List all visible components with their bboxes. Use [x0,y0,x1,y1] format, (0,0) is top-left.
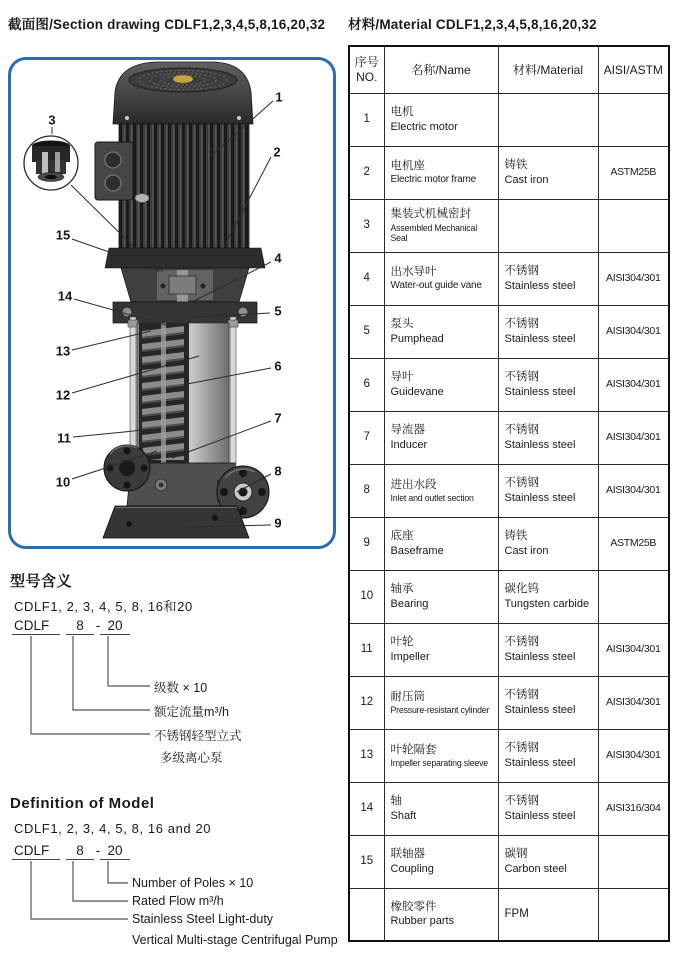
cell-text: AISI304/301 [606,377,661,390]
cell-text: 1 [363,113,370,126]
table-cell [498,199,598,252]
model-label-stages-zh: 级数 × 10 [154,681,208,695]
table-cell [384,199,498,252]
table-cell [498,623,598,676]
table-row [349,358,669,411]
model-code-flow: 8 [66,843,94,860]
cell-text: FPM [504,908,529,921]
model-code-prefix: CDLF [12,843,60,860]
cell-text: Stainless steel [504,491,576,504]
cell-text: 叶轮 [390,636,414,649]
cell-text: 泵头 [390,318,414,331]
table-cell [498,676,598,729]
callout-5: 5 [274,303,282,319]
cell-text: Stainless steel [504,385,576,398]
model-label-poles-en: Number of Poles × 10 [132,876,254,890]
cell-text: ASTM25B [610,165,657,178]
table-row [349,623,669,676]
cell-text: Impeller [390,650,430,663]
table-cell [598,358,669,411]
model-meaning-zh-title: 型号含义 [10,573,73,590]
cell-text: Pumphead [390,332,444,345]
cell-text: Water-out guide vane [390,280,482,292]
cell-text: 碳化钨 [504,583,539,596]
cell-text: 橡胶零件 [390,900,437,913]
cell-text: Stainless steel [504,332,576,345]
cell-text: 底座 [390,530,414,543]
callout-1: 1 [275,89,283,105]
cell-text: AISI304/301 [606,271,661,284]
table-header-row [349,46,669,93]
table-cell [349,464,384,517]
table-cell [384,888,498,941]
material-table-body [349,93,669,941]
table-cell [349,146,384,199]
callout-layer [11,60,333,546]
table-cell [498,782,598,835]
callout-11: 11 [57,430,71,446]
col-header-no-zh: 序号 [354,54,379,69]
table-cell [349,517,384,570]
table-row [349,570,669,623]
table-cell [498,411,598,464]
table-row [349,782,669,835]
table-row [349,676,669,729]
table-cell [498,517,598,570]
table-cell [598,623,669,676]
material-table-title: 材料/Material CDLF1,2,3,4,5,8,16,20,32 [348,17,597,32]
table-cell [598,729,669,782]
table-cell [498,464,598,517]
model-label-series-en-1: Stainless Steel Light-duty [132,912,274,926]
cell-text: 不锈钢 [504,636,539,649]
cell-text: Cast iron [504,544,549,557]
model-meaning-en-title: Definition of Model [10,795,155,812]
col-header-material: 材料/Material [498,46,598,93]
cell-text: 12 [360,696,374,709]
table-cell [384,93,498,146]
table-cell [349,358,384,411]
cell-text: Inlet and outlet section [390,492,474,503]
table-cell [498,252,598,305]
cell-text: Stainless steel [504,703,576,716]
cell-text: 5 [363,325,370,338]
cell-text: Shaft [390,809,417,822]
callout-9: 9 [274,515,282,531]
cell-text: 3 [363,219,370,232]
model-code-stages: 20 [100,618,130,635]
model-code-dash: - [95,618,101,633]
cell-text: AISI304/301 [606,748,661,761]
cell-text: 2 [363,166,370,179]
cell-text: 不锈钢 [504,318,539,331]
cell-text: AISI304/301 [606,324,661,337]
table-cell [598,676,669,729]
cell-text: Carbon steel [504,862,567,875]
callout-12: 12 [55,387,71,403]
cell-text: Electric motor [390,120,458,133]
table-cell [598,782,669,835]
cell-text: Assembled Mechanical Seal [390,222,477,244]
table-row [349,252,669,305]
model-label-series-zh-1: 不锈钢轻型立式 [154,729,242,743]
model-label-flow-zh: 额定流量m³/h [154,705,230,719]
table-cell [384,252,498,305]
table-cell [498,93,598,146]
cell-text: 不锈钢 [504,424,539,437]
callout-10: 10 [55,474,71,490]
cell-text: 电机座 [390,159,425,172]
cell-text: 铸铁 [504,530,528,543]
cell-text: 联轴器 [390,848,425,861]
cell-text: Baseframe [390,544,444,557]
cell-text: Coupling [390,862,434,875]
callout-14: 14 [57,288,73,304]
col-header-standard: AISI/ASTM [598,46,669,93]
cell-text: 进出水段 [390,478,437,491]
table-cell [384,570,498,623]
table-cell [349,93,384,146]
cell-text: 不锈钢 [504,742,539,755]
cell-text: Bearing [390,597,429,610]
model-code-flow: 8 [66,618,94,635]
cell-text: 叶轮隔套 [390,743,437,756]
cell-text: AISI304/301 [606,483,661,496]
table-row [349,411,669,464]
model-series-en: CDLF1, 2, 3, 4, 5, 8, 16 and 20 [14,821,212,836]
table-cell [349,676,384,729]
cell-text: Stainless steel [504,809,576,822]
cell-text: 集装式机械密封 [390,208,471,221]
model-meaning-zh [10,570,345,780]
table-cell [384,464,498,517]
callout-13: 13 [55,343,71,359]
cell-text: 导流器 [390,424,425,437]
model-label-series-en-2: Vertical Multi-stage Centrifugal Pump [132,933,338,947]
cell-text: 不锈钢 [504,265,539,278]
cell-text: ASTM25B [610,536,657,549]
table-row [349,835,669,888]
table-cell [598,93,669,146]
cell-text: Stainless steel [504,438,576,451]
cell-text: 14 [360,802,374,815]
table-cell [384,835,498,888]
cell-text: AISI304/301 [606,430,661,443]
cell-text: 10 [360,590,374,603]
table-cell [498,358,598,411]
section-drawing-box [8,57,336,549]
table-cell [598,146,669,199]
col-header-no-en: NO. [356,69,378,84]
cell-text: 9 [363,537,370,550]
callout-6: 6 [274,358,282,374]
cell-text: Pressure-resistant cylinder [390,704,490,715]
table-cell [349,570,384,623]
col-header-no [349,46,384,93]
table-cell [349,305,384,358]
cell-text: 出水导叶 [390,265,437,278]
table-cell [598,835,669,888]
cell-text: 7 [363,431,370,444]
callout-8: 8 [274,463,282,479]
table-cell [349,623,384,676]
cell-text: AISI304/301 [606,695,661,708]
cell-text: 轴 [390,795,402,808]
cell-text: 碳钢 [504,848,528,861]
cell-text: Stainless steel [504,279,576,292]
cell-text: 13 [360,749,374,762]
cell-text: 不锈钢 [504,795,539,808]
cell-text: 15 [360,855,374,868]
table-cell [498,146,598,199]
model-code-dash: - [95,843,101,858]
cell-text: 导叶 [390,371,414,384]
cell-text: AISI316/304 [606,801,661,814]
callout-15: 15 [55,227,71,243]
model-series-zh: CDLF1, 2, 3, 4, 5, 8, 16和20 [14,599,193,614]
table-cell [384,305,498,358]
cell-text: 不锈钢 [504,477,539,490]
table-cell [349,252,384,305]
table-row [349,729,669,782]
model-label-series-zh-2: 多级离心泵 [160,751,223,765]
table-cell [384,676,498,729]
table-cell [598,464,669,517]
table-cell [498,835,598,888]
table-row [349,146,669,199]
material-table [348,45,670,942]
cell-text: Inducer [390,438,428,451]
table-cell [598,305,669,358]
table-row [349,199,669,252]
cell-text: AISI304/301 [606,642,661,655]
callout-3: 3 [48,112,56,128]
model-code-stages: 20 [100,843,130,860]
table-cell [384,623,498,676]
table-cell [384,517,498,570]
table-cell [598,570,669,623]
callout-2: 2 [273,144,281,160]
table-cell [349,411,384,464]
table-cell [498,570,598,623]
table-row [349,305,669,358]
cell-text: Stainless steel [504,650,576,663]
table-cell [384,411,498,464]
cell-text: 电机 [390,106,414,119]
model-meaning-en [10,795,355,960]
section-drawing-title: 截面图/Section drawing CDLF1,2,3,4,5,8,16,20,32 [8,17,326,32]
model-code-prefix: CDLF [12,618,60,635]
table-cell [498,729,598,782]
cell-text: 11 [360,643,373,656]
cell-text: 轴承 [390,583,414,596]
callout-7: 7 [274,410,282,426]
cell-text: 6 [363,378,370,391]
cell-text: Electric motor frame [390,174,476,186]
cell-text: 4 [363,272,370,285]
table-row [349,93,669,146]
cell-text: Impeller separating sleeve [390,757,488,768]
table-cell [384,782,498,835]
model-label-flow-en: Rated Flow m³/h [132,894,224,908]
table-cell [598,252,669,305]
cell-text: 不锈钢 [504,689,539,702]
table-cell [349,199,384,252]
table-cell [498,888,598,941]
table-cell [598,199,669,252]
table-cell [384,146,498,199]
table-row [349,517,669,570]
cell-text: Rubber parts [390,915,455,928]
cell-text: Guidevane [390,385,444,398]
table-cell [598,517,669,570]
table-cell [384,729,498,782]
table-cell [384,358,498,411]
table-row [349,888,669,941]
cell-text: 铸铁 [504,159,528,172]
cell-text: 8 [363,484,370,497]
cell-text: Stainless steel [504,756,576,769]
table-cell [498,305,598,358]
callout-4: 4 [274,250,282,266]
table-cell [598,888,669,941]
cell-text: 不锈钢 [504,371,539,384]
cell-text: Tungsten carbide [504,597,590,610]
table-row [349,464,669,517]
table-cell [349,729,384,782]
cell-text: Cast iron [504,173,549,186]
cell-text: 耐压筒 [390,690,425,703]
table-cell [598,411,669,464]
col-header-name: 名称/Name [384,46,498,93]
